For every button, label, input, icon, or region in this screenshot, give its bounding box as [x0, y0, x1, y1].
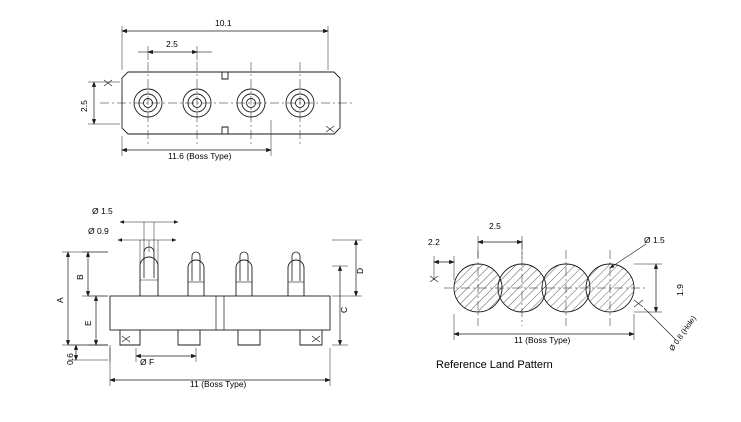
land-pattern-caption: Reference Land Pattern — [436, 359, 553, 371]
side-view-group — [62, 222, 362, 386]
dim-top-overall-width: 10.1 — [215, 18, 232, 28]
dim-offset-06: 0.6 — [65, 353, 75, 365]
dim-height-b: B — [75, 274, 85, 280]
dim-land-edge: 2.2 — [428, 237, 440, 247]
dim-land-length: 11 (Boss Type) — [514, 335, 571, 345]
dim-height-d: D — [355, 267, 365, 274]
dim-height-e: E — [83, 320, 93, 326]
dim-land-pitch: 2.5 — [489, 221, 501, 231]
dim-hole-f: Ø F — [140, 357, 155, 367]
dim-pin-dia-lower: Ø 0.9 — [88, 226, 109, 236]
dim-height-c: C — [339, 306, 349, 313]
dim-land-pad-dia: Ø 1.5 — [644, 235, 665, 245]
dim-top-row-height: 2.5 — [79, 100, 89, 112]
land-pattern-group — [430, 236, 676, 340]
dim-land-pad-height: 1.9 — [675, 284, 685, 296]
dim-pin-dia-top: Ø 1.5 — [92, 206, 113, 216]
dim-top-pitch: 2.5 — [166, 39, 178, 49]
dim-land-boss-hole: Ø 0.8 (Hole) — [667, 313, 698, 353]
dim-top-boss-length: 11.6 (Boss Type) — [168, 151, 232, 161]
top-view-group — [88, 26, 352, 156]
dim-side-boss-length: 11 (Boss Type) — [190, 379, 247, 389]
dim-height-a: A — [55, 297, 65, 303]
